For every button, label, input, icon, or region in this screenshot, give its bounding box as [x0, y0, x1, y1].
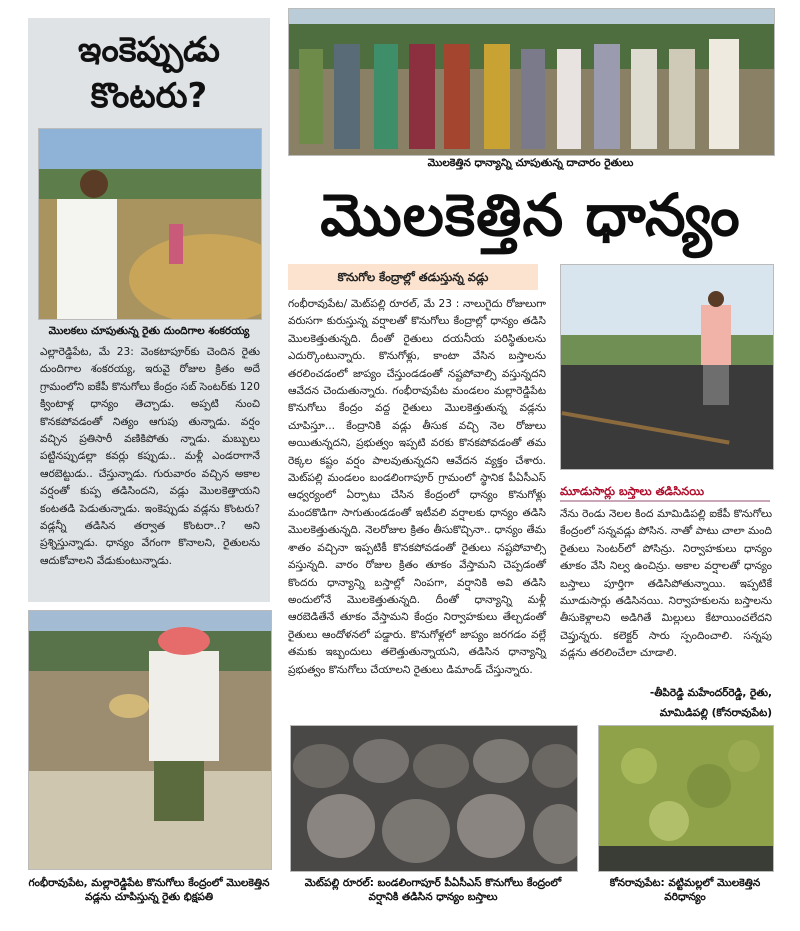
top-photo-caption: మొలకెత్తిన ధాన్యాన్ని చూపుతున్న దాచారం రైతులు [427, 157, 634, 169]
bottom-middle-photo-caption: మెట్‌పల్లి రూరల్: బండలింగాపూర్ పీఏసీఎస్ కొనుగోలు కేంద్రంలో వర్షానికి తడిసిన ధాన్యం బస్తాలు [304, 877, 562, 903]
wet-grain-bags-photo [290, 725, 578, 872]
main-story-text [288, 296, 546, 679]
left-bottom-photo-caption: గంభీరావుపేట, మల్లారెడ్డిపేట కొనుగోలు కేంద్రంలో మొలకెత్తిన వడ్లను చూపిస్తున్న రైతు భిక్షపతి [28, 877, 270, 903]
quote-signature-line1: -తీపిరెడ్డి మహేందర్‌రెడ్డి, రైతు, [649, 687, 772, 699]
left-top-photo-caption: మొలకలు చూపుతున్న రైతు దుందిగాల శంకరయ్య [48, 325, 250, 337]
left-story-paragraph: ఎల్లారెడ్డిపేట, మే 23: వెంకటాపూర్‌కు చెందిన రైతు దుందిగాల శంకరయ్య, ఇరువై రోజుల క్రితం అదే గ్రామంలోని ఐకేపీ కొనుగోలు కేంద్రం సబ్ సెంటర్‌కు 120 క్వింటాళ్ల ధాన్యం తెచ్చాడు. అప్పటి నుంచి కొనకపోవడంతో నిత్యం ఆగుపు తున్నాడు. వర్షం వచ్చిన ప్రతిసారీ వణికిపోతు న్నాడు. మబ్బులు పట్టినప్పుడల్లా కవర్లు కప్పుడు.. మళ్లీ ఎండరాగానే ఆరబెట్టుడు.. చేస్తున్నాడు. గురువారం వచ్చిన అకాల వర్షంతో కుప్ప తడిసిందని, వడ్లు మొలకెత్తాయని కంటతడి పెడుతున్నాడు. ఇంకెప్పుడు వడ్లను కొంటరు? వడ్లన్నీ తడిసిన తర్వాత కొంటరా..? అని ప్రశ్నిస్తున్నాడు. ధాన్యం వేగంగా కొనాలని, రైతులను ఆదుకోవాలని వేడుకుంటున్నాడు. [40, 346, 260, 567]
main-story-paragraph: గంభీరావుపేట/ మెట్‌పల్లి రూరల్, మే 23 : నాలుగైదు రోజులుగా వరుసగా కురుస్తున్న వర్షాలతో కొనుగోలు కేంద్రాల్లో ధాన్యం తడిసి మొలకెత్తుతున్నది. దీంతో రైతులు దయనీయ పరిస్థితులను ఎదుర్కొంటున్నారు. కొనుగోళ్లు, కాంటా వేసిన బస్తాలను తరలించడంలో జాప్యం చేస్తుండడంతో నష్టపోవాల్సి వస్తున్నదని ఆవేదన చెందుతున్నారు. గంభీరావుపేట మండలం మల్లారెడ్డిపేట కొనుగోలు కేంద్రం వద్ద రైతులు మొలకెత్తుతున్న వడ్లను చూపిస్తూ... కేంద్రానికి వడ్లు తీసుక వచ్చి నెల రోజులు అయితున్నదని, ప్రభుత్వం ఇప్పటి వరకు కొనకపోవడంతో తమ రెక్కల కష్టం వర్షం పాలవుతున్నదని ఆవేదన వ్యక్తం చేశారు. మెట్‌పల్లి మండలం బండలింగాపూర్ గ్రామంలో స్థానిక పీఏసీఎస్ ఆధ్వర్యంలో ఏర్పాటు చేసిన కేంద్రంలో ధాన్యం కొనుగోళ్లు మందకొడిగా సాగుతుండడంతో ఇటీవలి వర్షాలకు ధాన్యం తడిసి మొలకెత్తుతున్నది. నెలరోజుల క్రితం తీసుకొచ్చినా.. ధాన్యం తేమ శాతం వచ్చినా ఇప్పటికీ కొనకపోవడంతో రైతులు నష్టపోవాల్సి వస్తున్నది. వారం రోజుల క్రితం తూకం వేస్తామని చెప్పడంతో కొందరు ధాన్యాన్ని బస్తాల్లో నింపగా, వర్షానికి అవి తడిసి అందులోనే మొలకెత్తుతున్నది. దీంతో ధాన్యాన్ని మళ్లీ ఆరబెడితేనే తూకం వేస్తామని కేంద్రం నిర్వాహకులు తేల్చడంతో రైతులు ఆందోళనలో పడ్డారు. కొనుగోళ్లలో జాప్యం జరగడం వల్లే తమకు ఇబ్బందులు తలెత్తుతున్నాయని, తడిసిన ధాన్యాన్ని ప్రభుత్వం కొనుగోలు చేయాలని రైతులు డిమాండ్ చేస్తున్నారు. [288, 298, 546, 676]
left-headline-line2: కొంటరు? [90, 76, 208, 116]
farmer-bhikshapathi-photo [28, 610, 272, 870]
sprouted-paddy-photo [598, 725, 774, 872]
quote-heading: మూడుసార్లు బస్తాలు తడిసినయి [560, 482, 770, 502]
farmer-quote-text [560, 506, 772, 663]
left-story-text [40, 344, 260, 570]
dacharam-farmers-photo [288, 8, 775, 156]
main-headline: మొలకెత్తిన ధాన్యం [320, 181, 741, 249]
bottom-right-photo-caption: కోనరావుపేట: వట్టిమల్లలో మొలకెత్తిన వరిధాన్యం [609, 877, 761, 903]
left-story-panel [28, 18, 270, 602]
farmer-grain-tarp-photo [560, 264, 774, 470]
subheadline: కొనుగోల కేంద్రాల్లో తడుస్తున్న వడ్లు [288, 264, 538, 290]
farmer-shankaraiah-photo [38, 128, 262, 320]
farmer-quote-paragraph: నేను రెండు నెలల కింద మామిడిపల్లి ఐకేపీ కొనుగోలు కేంద్రంలో సన్నవడ్లు పోసిన. నాతో పాటు చాలా మంది రైతులు సెంటర్‌లో పోసిన్రు. నిర్వాహకులు ధాన్యం తూకం వేసి నిల్వ ఉంచిన్రు. అకాల వర్షాలతో ధాన్యం బస్తాలు పూర్తిగా తడిసిపోతున్నాయి. ఇప్పటికే మూడుసార్లు తడిసినయి. నిర్వాహకులను బస్తాలను తీసుకెళ్లాలని అడిగితే మిల్లులు కేటాయించలేదని చెప్తున్నరు. కలెక్టర్ సారు స్పందించాలి. సన్నపు వడ్లను తరలించేలా చూడాలి. [560, 508, 772, 660]
left-headline-line1: ఇంకెప్పుడు [78, 30, 220, 70]
quote-signature-line2: మామిడిపల్లి (కోనరావుపేట) [659, 707, 772, 719]
